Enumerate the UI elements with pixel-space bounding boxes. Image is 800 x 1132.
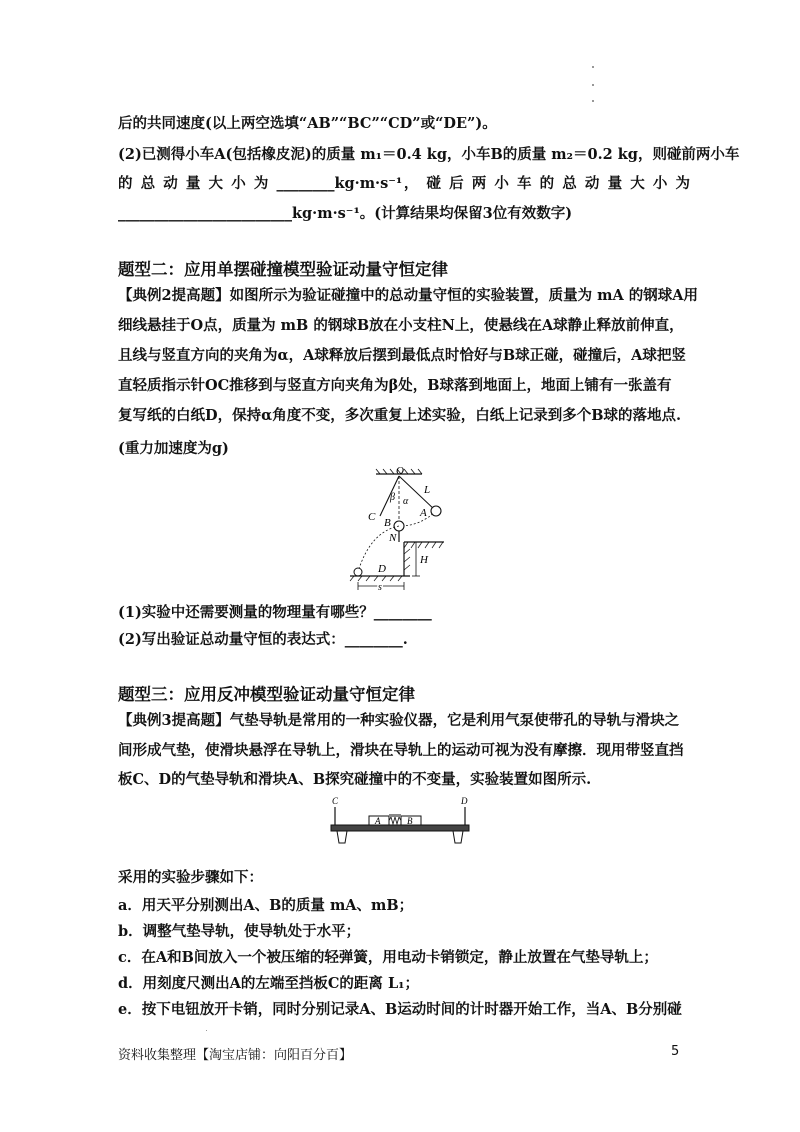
track-label-c: C xyxy=(332,796,339,806)
section-2-line-3: 且线与竖直方向的夹角为α，A球释放后摆到最低点时恰好与B球正碰，碰撞后，A球把竖 xyxy=(118,347,686,364)
track-label-a: A xyxy=(375,816,381,826)
figure-label-n: N xyxy=(389,532,397,544)
figure-label-b: B xyxy=(384,517,391,529)
section-3-line-2: 间形成气垫，使滑块悬浮在导轨上，滑块在导轨上的运动可视为没有摩擦．现用带竖直挡 xyxy=(118,742,684,759)
figure-label-s: s xyxy=(378,582,382,593)
step-d: d．用刻度尺测出A的左端至挡板C的距离 L₁； xyxy=(118,975,420,992)
step-c: c．在A和B间放入一个被压缩的轻弹簧，用电动卡销锁定，静止放置在气垫导轨上； xyxy=(118,949,658,966)
steps-intro: 采用的实验步骤如下： xyxy=(118,869,263,886)
section-2-title: 题型二：应用单摆碰撞模型验证动量守恒定律 xyxy=(118,260,448,279)
section-2-line-1: 【典例2提高题】如图所示为验证碰撞中的总动量守恒的实验装置，质量为 mA 的钢球A用 xyxy=(118,287,699,304)
track-label-b: B xyxy=(407,816,413,826)
section-2-line-5: 复写纸的白纸D，保持α角度不变，多次重复上述实验，白纸上记录到多个B球的落地点. xyxy=(118,407,682,424)
step-a: a．用天平分别测出A、B的质量 mA、mB； xyxy=(118,897,414,914)
q1-line-3: 的 总 动 量 大 小 为 ________kg·m·s⁻¹， 碰 后 两 小 车 的 总 动 量 大 小 为 xyxy=(118,175,690,192)
figure-label-c: C xyxy=(368,511,376,523)
section-2-line-2: 细线悬挂于O点，质量为 mB 的钢球B放在小支柱N上，使悬线在A球静止释放前伸直， xyxy=(118,317,684,334)
figure-label-h: H xyxy=(420,554,428,566)
decorative-dot xyxy=(592,84,594,86)
figure-label-a: A xyxy=(420,507,427,519)
section-2-line-4: 直轻质指示针OC推移到与竖直方向夹角为β处，B球落到地面上，地面上铺有一张盖有 xyxy=(118,377,672,394)
section-2-line-6: (重力加速度为g) xyxy=(118,440,229,457)
footer-source: 资料收集整理【淘宝店铺：向阳百分百】 xyxy=(118,1048,353,1063)
track-label-d: D xyxy=(461,796,468,806)
figure-label-l: L xyxy=(424,484,431,496)
section-2-question-1: (1)实验中还需要测量的物理量有哪些？________ xyxy=(118,604,432,621)
section-3-line-1: 【典例3提高题】气垫导轨是常用的一种实验仪器，它是利用气泵使带孔的导轨与滑块之 xyxy=(118,712,680,729)
decorative-dot xyxy=(592,66,594,68)
decorative-dot xyxy=(206,1030,207,1031)
step-e: e．按下电钮放开卡销，同时分别记录A、B运动时间的计时器开始工作，当A、B分别碰 xyxy=(118,1001,682,1018)
page-number: 5 xyxy=(671,1044,680,1059)
figure-label-beta: β xyxy=(390,492,395,503)
q1-line-4: ________________________kg·m·s⁻¹。(计算结果均保留3位有效数字) xyxy=(118,205,573,222)
pendulum-collision-figure xyxy=(340,464,460,596)
figure-label-o: O xyxy=(396,465,404,477)
figure-label-alpha: α xyxy=(403,496,409,507)
section-3-title: 题型三：应用反冲模型验证动量守恒定律 xyxy=(118,685,415,704)
decorative-dot xyxy=(592,100,594,102)
figure-label-d: D xyxy=(378,563,386,575)
step-b: b．调整气垫导轨，使导轨处于水平； xyxy=(118,923,361,940)
air-track-figure xyxy=(325,795,475,853)
q1-line-1: 后的共同速度(以上两空选填“AB”“BC”“CD”或“DE”)。 xyxy=(118,115,497,132)
q1-line-2: (2)已测得小车A(包括橡皮泥)的质量 m₁＝0.4 kg，小车B的质量 m₂＝0.2 kg，则碰前两小车 xyxy=(118,146,740,163)
section-3-line-3: 板C、D的气垫导轨和滑块A、B探究碰撞中的不变量，实验装置如图所示. xyxy=(118,771,592,788)
section-2-question-2: (2)写出验证总动量守恒的表达式：________. xyxy=(118,631,408,648)
